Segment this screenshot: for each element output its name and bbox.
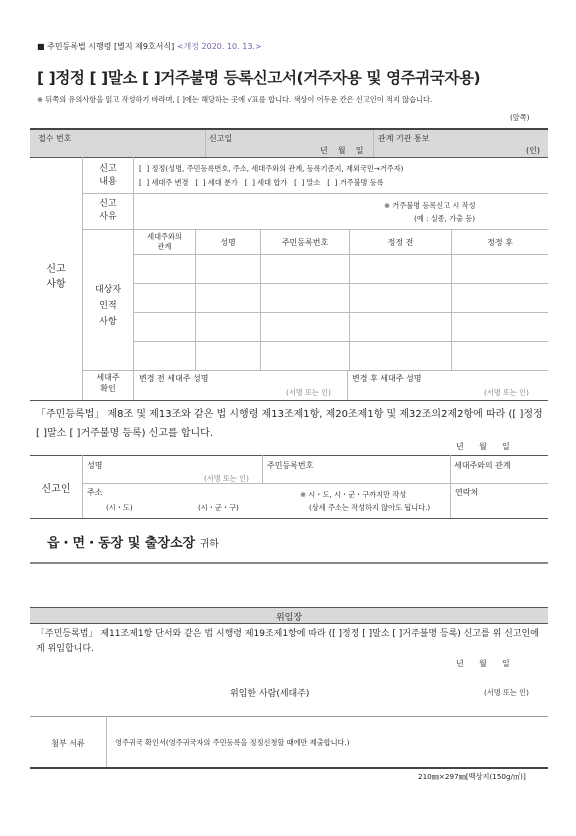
content-label: 신고 내용 bbox=[99, 164, 117, 187]
delegation-date: 년 월 일 bbox=[456, 659, 510, 668]
reason-note2: (예 : 실종, 가출 등) bbox=[414, 214, 476, 223]
col-relation: 세대주와의 관계 bbox=[147, 232, 182, 251]
reporter-rrn-label: 주민등록번호 bbox=[267, 461, 314, 470]
col-before: 정정 전 bbox=[387, 238, 414, 247]
householder-label: 세대주 확인 bbox=[96, 373, 120, 393]
recipient-title: 읍・면・동장 및 출장소장 bbox=[47, 536, 196, 551]
reason-note1: ※ 거주불명 등록신고 시 작성 bbox=[384, 201, 476, 210]
statement-text: 「주민등록법」 제8조 및 제13조와 같은 법 시행령 제13조제1항, 제20조제1항 및 제32조의2제2항에 따라 ([ ]정정 [ ]말소 [ ]거주불명 등록) 신고를 합니다. bbox=[36, 409, 543, 439]
report-date-label: 신고일 bbox=[209, 134, 233, 143]
attachments-text: 영주귀국 확인서(영주귀국자의 주민등록을 정정신청할 때에만 제출합니다.) bbox=[115, 738, 350, 747]
reporter-section-label: 신고인 bbox=[41, 484, 71, 495]
reporter-address-note2: (상세 주소는 작성하지 않아도 됩니다.) bbox=[309, 503, 431, 512]
report-section-label: 신고 사항 bbox=[46, 264, 66, 290]
col-after: 정정 후 bbox=[487, 238, 513, 247]
delegator-label: 위임한 사람(세대주) bbox=[230, 689, 310, 699]
page-side: (앞쪽) bbox=[510, 113, 530, 122]
reporter-address-label: 주소 bbox=[87, 488, 103, 497]
form-reference bbox=[37, 41, 262, 52]
reason-label: 신고 사유 bbox=[99, 199, 117, 222]
reporter-sign: (서명 또는 인) bbox=[204, 474, 249, 483]
notice-text: ※ 뒤쪽의 유의사항을 읽고 작성하기 바라며, [ ]에는 해당하는 곳에 √표를 합니다. 색상이 어두운 칸은 신고인이 적지 않습니다. bbox=[37, 95, 433, 104]
after-householder-label: 변경 후 세대주 성명 bbox=[352, 374, 422, 383]
reporter-name-label: 성명 bbox=[87, 461, 103, 470]
agency-label: 관계 기관 통보 bbox=[378, 134, 430, 143]
before-householder-label: 변경 전 세대주 성명 bbox=[139, 374, 209, 383]
col-name: 성명 bbox=[220, 238, 236, 247]
receipt-no-label: 접수 번호 bbox=[38, 134, 72, 143]
revision-text: <개정 2020. 10. 13.> bbox=[176, 42, 262, 51]
delegator-sign: (서명 또는 인) bbox=[484, 688, 529, 697]
after-householder-sign: (서명 또는 인) bbox=[484, 388, 529, 397]
reporter-city: (시・도) bbox=[106, 503, 133, 512]
statement-date: 년 월 일 bbox=[456, 442, 510, 451]
form-ref-text: ■ 주민등록법 시행령 [별지 제9호서식] bbox=[37, 42, 175, 51]
delegation-text: 「주민등록법」 제11조제1항 단서와 같은 법 시행령 제19조제1항에 따라 ([ ]정정 [ ]말소 [ ]거주불명 등록) 신고를 위 신고인에게 위임합니다. bbox=[36, 629, 539, 654]
content-line1: [ ] 정정(성명, 주민등록번호, 주소, 세대주와의 관계, 등록기준지, 재외국민→거주자) bbox=[139, 164, 404, 173]
agency-seal: (인) bbox=[526, 146, 540, 155]
col-rrn: 주민등록번호 bbox=[281, 238, 329, 247]
reporter-address-note1: ※ 시・도, 시・군・구까지만 작성 bbox=[300, 490, 407, 499]
attachments-label: 첨부 서류 bbox=[51, 739, 85, 748]
target-label: 대상자 인적 사항 bbox=[94, 285, 122, 327]
recipient bbox=[47, 532, 219, 551]
reporter-contact-label: 연락처 bbox=[455, 488, 479, 497]
reporter-district: (시・군・구) bbox=[198, 503, 239, 512]
paper-spec: 210㎜×297㎜[백상지(150g/㎡)] bbox=[418, 772, 526, 781]
report-date-value: 년 월 일 bbox=[320, 146, 364, 155]
reporter-relation-label: 세대주와의 관계 bbox=[454, 461, 511, 470]
recipient-suffix: 귀하 bbox=[199, 539, 219, 550]
delegation-title: 위임장 bbox=[275, 613, 303, 623]
receipt-row bbox=[30, 128, 548, 157]
page-title: [ ]정정 [ ]말소 [ ]거주불명 등록신고서(거주자용 및 영주귀국자용) bbox=[37, 69, 481, 87]
content-line2: [ ] 세대주 변경 [ ] 세대 분가 [ ] 세대 합가 [ ] 말소 [ ] 거주불명 등록 bbox=[139, 178, 384, 187]
before-householder-sign: (서명 또는 인) bbox=[286, 388, 331, 397]
